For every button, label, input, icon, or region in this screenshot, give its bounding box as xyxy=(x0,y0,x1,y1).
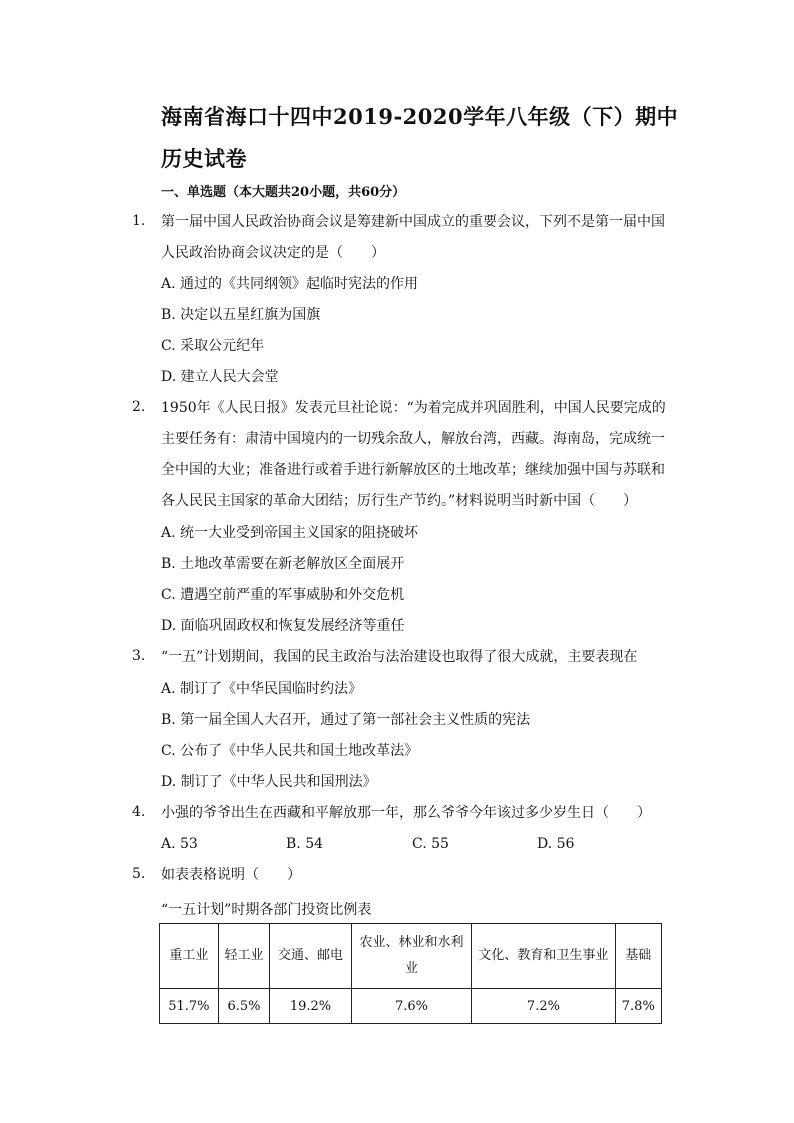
table-cell: 19.2% xyxy=(270,989,351,1024)
option-4a: A. 53 xyxy=(161,836,198,852)
table-header-cell: 基础 xyxy=(615,924,661,989)
table-row xyxy=(160,989,662,1024)
question-number: 2. xyxy=(132,399,146,415)
question-number: 4. xyxy=(132,804,146,820)
question-text: 小强的爷爷出生在西藏和平解放那一年，那么爷爷今年该过多少岁生日（ ） xyxy=(161,805,651,821)
table-cell: 6.5% xyxy=(218,989,270,1024)
option-4d: D. 56 xyxy=(537,836,575,852)
option-1c: C. 采取公元纪年 xyxy=(161,338,265,354)
table-header-cell: 交通、邮电 xyxy=(270,924,351,989)
table-header-cell: 文化、教育和卫生事业 xyxy=(472,924,615,989)
question-text: 如表表格说明（ ） xyxy=(161,867,301,883)
table-cell: 51.7% xyxy=(160,989,219,1024)
option-3c: C. 公布了《中华人民共和国土地改革法》 xyxy=(161,743,419,759)
question-number: 1. xyxy=(132,213,146,229)
option-2c: C. 遭遇空前严重的军事威胁和外交危机 xyxy=(161,587,405,603)
question-text: “一五”计划期间，我国的民主政治与法治建设也取得了很大成就，主要表现在 xyxy=(161,649,638,665)
option-3b: B. 第一届全国人大召开，通过了第一部社会主义性质的宪法 xyxy=(161,712,531,728)
option-1d: D. 建立人民大会堂 xyxy=(161,369,279,385)
table-header-row xyxy=(160,924,662,989)
question-number: 5. xyxy=(132,866,146,882)
table-header-cell: 轻工业 xyxy=(218,924,270,989)
table-cell: 7.6% xyxy=(351,989,472,1024)
option-2a: A. 统一大业受到帝国主义国家的阻挠破坏 xyxy=(161,525,419,541)
option-1a: A. 通过的《共同纲领》起临时宪法的作用 xyxy=(161,276,419,292)
option-1b: B. 决定以五星红旗为国旗 xyxy=(161,307,321,323)
table-header-cell: 重工业 xyxy=(160,924,219,989)
exam-title: 海南省海口十四中2019-2020学年八年级（下）期中历史试卷 xyxy=(161,104,679,171)
table-cell: 7.8% xyxy=(615,989,661,1024)
option-3d: D. 制订了《中华人民共和国刑法》 xyxy=(161,774,377,790)
option-2b: B. 土地改革需要在新老解放区全面展开 xyxy=(161,556,405,572)
table-header-cell: 农业、林业和水利业 xyxy=(351,924,472,989)
option-3a: A. 制订了《中华民国临时约法》 xyxy=(161,681,363,697)
investment-table xyxy=(159,923,662,1024)
question-text: 1950年《人民日报》发表元旦社论说：“为着完成并巩固胜利，中国人民要完成的主要任务有：肃清中国境内的一切残余敌人，解放台湾，西藏。海南岛，完成统一全中国的大业；准备进行或着手进行新解放区的土地改革；继续加强中国与苏联和各人民民主国家的革命大团结；厉行生产节约。”材料说明当时新中国（ ） xyxy=(161,400,666,509)
table-cell: 7.2% xyxy=(472,989,615,1024)
question-text: 第一届中国人民政治协商会议是筹建新中国成立的重要会议，下列不是第一届中国人民政治协商会议决定的是（ ） xyxy=(161,214,665,261)
section-heading: 一、单选题（本大题共20小题，共60分） xyxy=(161,185,406,200)
option-2d: D. 面临巩固政权和恢复发展经济等重任 xyxy=(161,618,405,634)
option-4c: C. 55 xyxy=(412,836,449,852)
table-caption: “一五计划”时期各部门投资比例表 xyxy=(161,902,372,918)
option-4b: B. 54 xyxy=(286,836,324,852)
question-number: 3. xyxy=(132,648,146,664)
